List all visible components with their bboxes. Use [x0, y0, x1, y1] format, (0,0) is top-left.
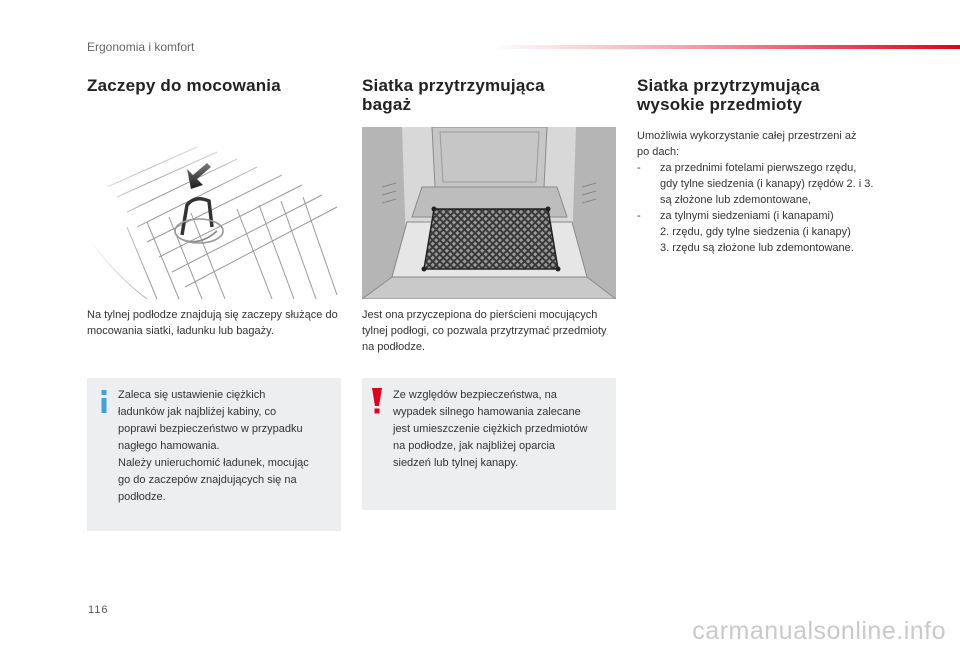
watermark: carmanualsonline.info [692, 617, 946, 645]
info-note-box [87, 378, 341, 531]
info-icon [99, 390, 109, 413]
column-right [637, 76, 891, 114]
middle-body-text: Jest ona przyczepiona do pierścieni mocujących tylnej podłogi, co pozwala przytrzymać przedmioty na podłodze. [362, 309, 607, 353]
page-number: 116 [88, 604, 109, 616]
list-item: - za tylnymi siedzeniami (i kanapami) 2. rzędu, gdy tylne siedzenia (i kanapy) 3. rzędu są złożone lub zdemontowane. [637, 210, 854, 254]
section-title: Ergonomia i komfort [87, 40, 195, 54]
header-accent-bar [490, 45, 960, 49]
left-heading: Zaczepy do mocowania [87, 76, 281, 95]
right-body-text: Umożliwia wykorzystanie całej przestrzeni aż po dach: - za przednimi fotelami pierwszego rzędu, gdy tylne siedzenia (i kanapy) rzędów 2. i 3. są złożone lub zdemontowane, - za tylnymi siedzeniami (i kanapami) 2. rzędu, gdy tylne siedzenia (i kanapy) 3. rzędu są złożone lub zdemontowane. [637, 128, 897, 256]
right-heading: Siatka przytrzymująca wysokie przedmioty [637, 76, 820, 114]
warning-note-text: Ze względów bezpieczeństwa, na wypadek silnego hamowania zalecane jest umieszczenie ciężkich przedmiotów na podłodze, jak najbliżej oparcia siedzeń lub tylnej kanapy. [393, 389, 588, 469]
warning-note-box [362, 378, 616, 510]
middle-heading: Siatka przytrzymująca bagaż [362, 76, 545, 114]
warning-icon [370, 388, 384, 414]
info-note-text: Zaleca się ustawienie ciężkich ładunków jak najbliżej kabiny, co poprawi bezpieczeństwo w przypadku nagłego hamowania. Należy unieruchomić ładunek, mocując go do zaczepów znajdujących się na podłodze. [118, 389, 309, 503]
cargo-net-illustration [362, 127, 616, 299]
floor-anchor-illustration [87, 127, 341, 299]
column-middle [362, 76, 616, 114]
column-left [87, 76, 341, 95]
list-item: - za przednimi fotelami pierwszego rzędu, gdy tylne siedzenia (i kanapy) rzędów 2. i 3. są złożone lub zdemontowane, [637, 162, 874, 206]
left-body-text: Na tylnej podłodze znajdują się zaczepy służące do mocowania siatki, ładunku lub bagaży. [87, 309, 338, 337]
